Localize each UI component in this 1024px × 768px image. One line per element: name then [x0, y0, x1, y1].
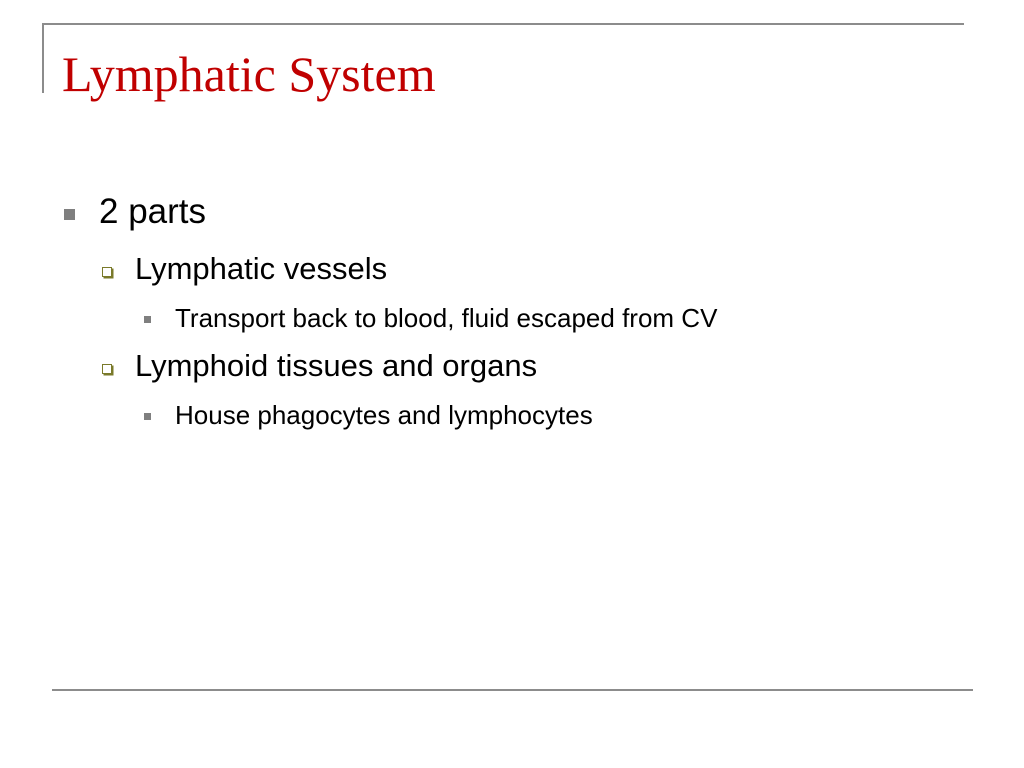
bullet-level2-text: Lymphatic vessels [135, 251, 388, 286]
bullet-level3-text: House phagocytes and lymphocytes [175, 400, 593, 430]
bullet-level3-text: Transport back to blood, fluid escaped from CV [175, 303, 718, 333]
frame-top-line [42, 23, 964, 25]
bullet-level2-item [102, 346, 537, 386]
bullet-level2-text: Lymphoid tissues and organs [135, 348, 538, 383]
small-square-bullet-icon [144, 316, 151, 323]
bullet-level3-item [144, 301, 717, 335]
bullet-level2-item [102, 249, 387, 289]
footer-divider-line [52, 689, 973, 691]
square-bullet-icon [64, 209, 75, 220]
bullet-level1-text: 2 parts [99, 192, 206, 231]
slide-title: Lymphatic System [62, 46, 436, 102]
small-square-bullet-icon [144, 413, 151, 420]
hollow-square-bullet-icon [102, 364, 112, 374]
bullet-level3-item [144, 398, 593, 432]
hollow-square-bullet-icon [102, 267, 112, 277]
frame-left-line [42, 23, 44, 93]
bullet-level1-item [64, 190, 206, 234]
